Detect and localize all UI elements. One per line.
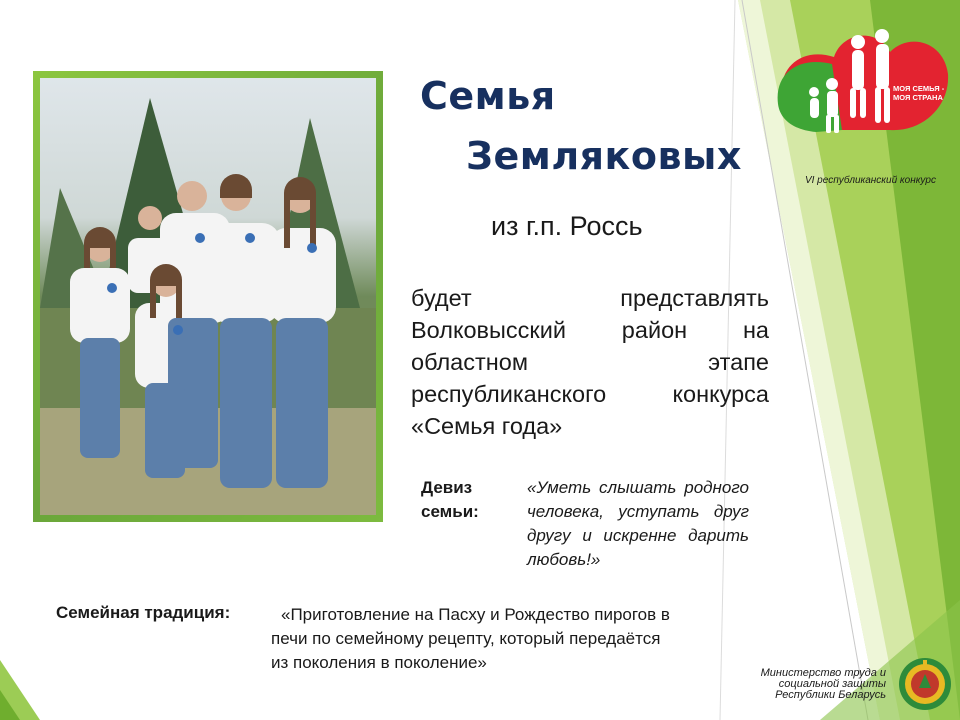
photo-frame (33, 71, 383, 522)
family-title-line2: Земляковых (466, 134, 742, 178)
motto-text: «Уметь слышать родного человека, уступать друг другу и искренне дарить любовь!» (527, 478, 749, 569)
town-label: из г.п. Россь (491, 211, 643, 241)
tradition-label: Семейная традиция: (56, 603, 231, 622)
family-photo (40, 78, 376, 515)
logo-text: МОЯ СЕМЬЯ - МОЯ СТРАНА (893, 84, 945, 102)
family-photo-illustration (40, 78, 376, 515)
tradition-text: «Приготовление на Пасху и Рождество пирогов в печи по семейному рецепту, который передаётся из поколения в поколение» (271, 605, 670, 672)
ministry-emblem-icon (897, 654, 953, 714)
motto-label: Девиз семьи: (421, 478, 479, 521)
description-text: будет представлять Волковысский район на областном этапе республиканского конкурса «Семья года» (411, 285, 769, 439)
ministry-caption: Министерство труда и социальной защиты Республики Беларусь (760, 667, 886, 701)
contest-caption: VI республиканский конкурс (804, 175, 936, 186)
family-title-line1: Семья (420, 74, 556, 118)
logo-heart-family-icon (772, 12, 950, 146)
